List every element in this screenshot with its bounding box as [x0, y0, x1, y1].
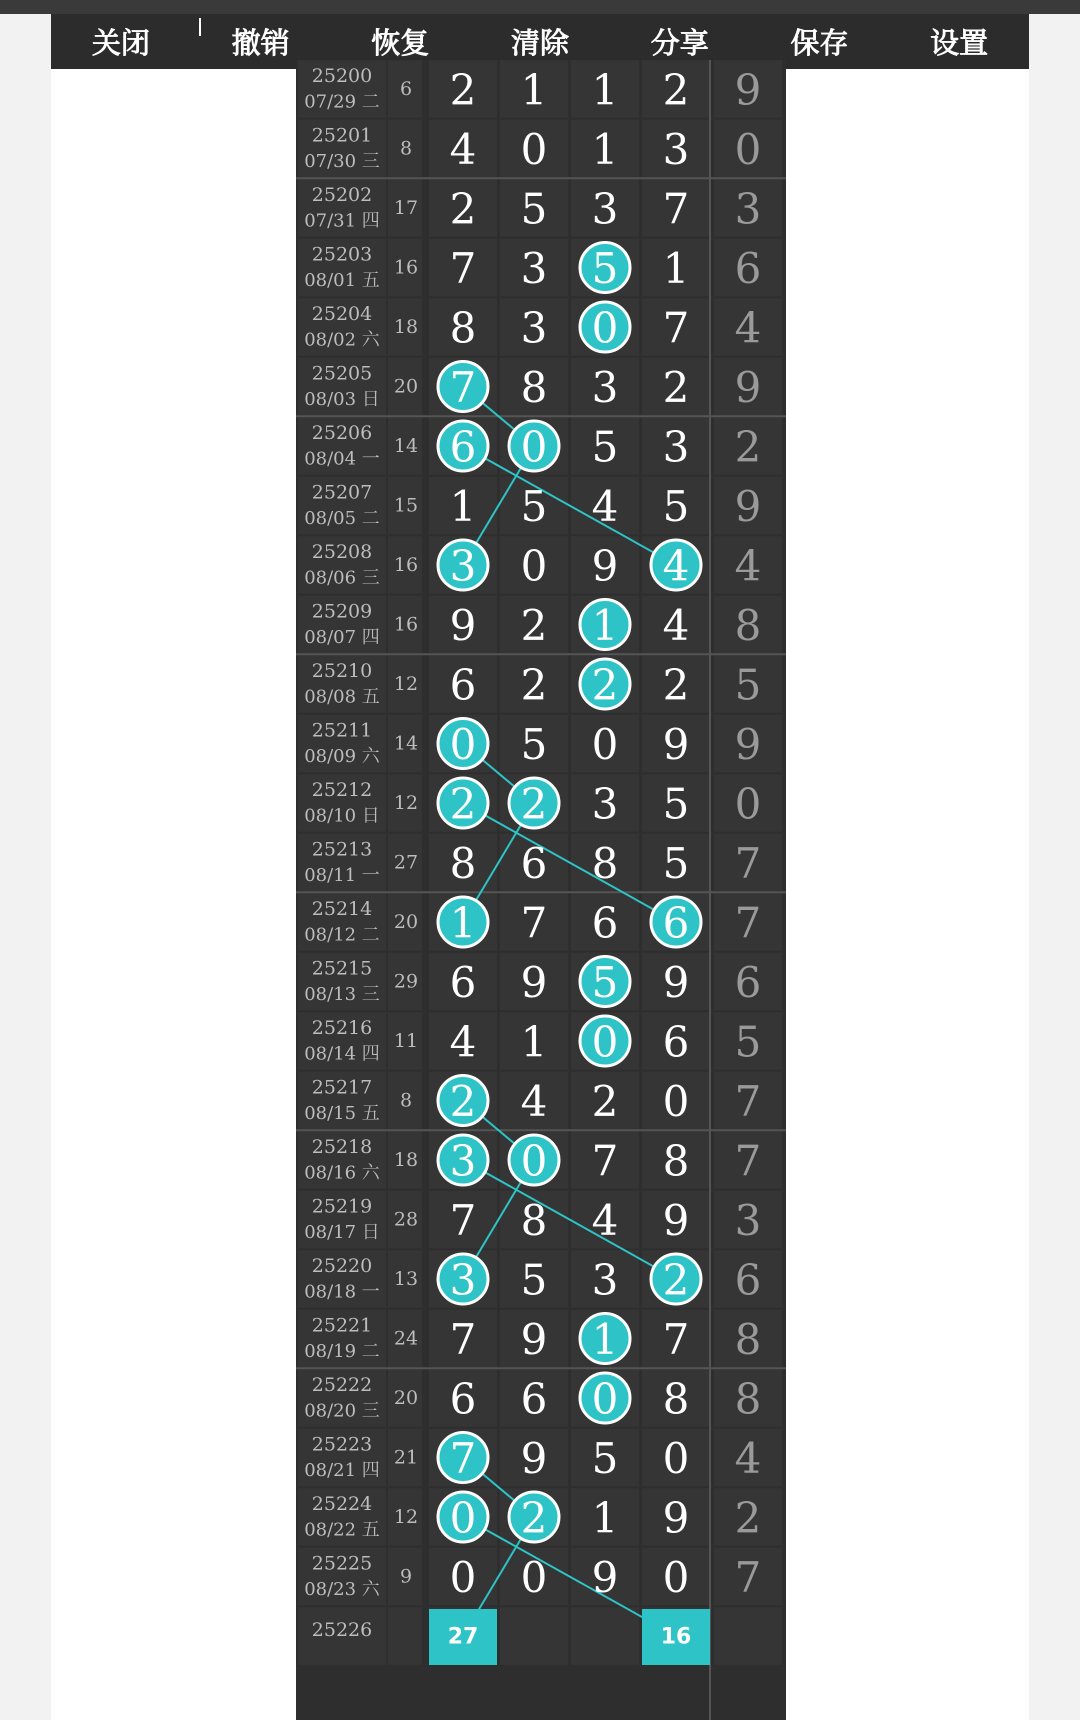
digit-value: 1	[591, 125, 619, 174]
digit-value: 1	[449, 482, 477, 531]
digit-value: 2	[591, 660, 619, 710]
digit-value: 3	[591, 779, 619, 829]
sum-value: 13	[393, 1268, 419, 1290]
digit-value: 1	[591, 1315, 619, 1364]
save-button[interactable]: 保存	[790, 26, 849, 60]
digit-value: 2	[520, 1493, 548, 1543]
sum-value: 16	[393, 554, 419, 576]
trend-chart-svg[interactable]	[296, 60, 786, 1720]
extra-digit: 6	[734, 244, 762, 293]
digit-value: 7	[662, 1315, 690, 1364]
digit-value: 5	[520, 1255, 548, 1305]
digit-value: 9	[662, 720, 690, 769]
issue-date: 08/22 五	[304, 1519, 380, 1541]
digit-value: 3	[449, 1255, 477, 1305]
digit-value: 5	[662, 779, 690, 829]
digit-value: 9	[591, 541, 619, 591]
digit-value: 9	[520, 1434, 548, 1483]
digit-value: 7	[449, 1434, 477, 1483]
issue-date: 08/06 三	[304, 567, 380, 589]
extra-digit: 3	[734, 1196, 762, 1245]
issue-date: 08/20 三	[304, 1400, 380, 1422]
issue-date: 08/14 四	[304, 1043, 380, 1065]
digit-value: 6	[591, 898, 619, 948]
digit-value: 2	[449, 779, 477, 829]
sum-value: 14	[393, 435, 419, 457]
close-button[interactable]: 关闭	[91, 26, 150, 60]
digit-value: 0	[449, 720, 477, 769]
settings-button[interactable]: 设置	[930, 26, 989, 60]
extra-digit: 7	[734, 898, 762, 948]
extra-digit: 7	[734, 1553, 762, 1602]
issue-date: 07/30 三	[304, 151, 380, 172]
digit-value: 9	[449, 601, 477, 650]
issue-date: 08/23 六	[304, 1579, 380, 1600]
sum-value: 21	[393, 1446, 419, 1469]
digit-value: 0	[520, 125, 548, 174]
digit-value: 5	[662, 839, 690, 888]
digit-value: 2	[591, 1077, 619, 1126]
issue-number: 25219	[311, 1195, 373, 1218]
digit-value: 5	[520, 720, 548, 769]
sum-value: 18	[393, 316, 419, 338]
digit-value: 0	[662, 1077, 690, 1126]
extra-digit: 3	[734, 184, 762, 234]
digit-value: 1	[449, 898, 477, 948]
digit-value: 2	[520, 779, 548, 829]
sum-value: 20	[393, 911, 419, 933]
footer-issue-number: 25226	[311, 1619, 373, 1641]
issue-number: 25218	[311, 1136, 373, 1158]
digit-value: 6	[449, 422, 477, 472]
digit-value: 0	[591, 303, 619, 353]
digit-value: 1	[520, 1017, 548, 1067]
issue-date: 08/03 日	[304, 389, 380, 410]
extra-digit: 9	[734, 65, 762, 115]
digit-value: 7	[449, 244, 477, 293]
digit-value: 4	[591, 482, 619, 531]
issue-date: 08/07 四	[304, 627, 380, 648]
digit-value: 6	[449, 660, 477, 710]
issue-date: 08/13 三	[304, 984, 380, 1005]
digit-value: 2	[449, 1077, 477, 1126]
digit-value: 9	[662, 1196, 690, 1245]
status-bar	[0, 0, 1080, 14]
issue-date: 08/19 二	[304, 1341, 380, 1362]
digit-value: 2	[449, 184, 477, 234]
digit-value: 5	[591, 958, 619, 1007]
digit-value: 7	[591, 1136, 619, 1186]
digit-value: 0	[520, 422, 548, 472]
issue-date: 08/01 五	[304, 270, 380, 291]
sum-value: 11	[393, 1030, 419, 1052]
issue-date: 08/11 一	[304, 865, 380, 886]
issue-date: 08/15 五	[304, 1103, 380, 1124]
digit-value: 2	[520, 601, 548, 650]
extra-digit: 8	[734, 601, 762, 650]
issue-date: 08/05 二	[304, 508, 380, 529]
digit-value: 5	[520, 184, 548, 234]
issue-number: 25213	[311, 838, 373, 861]
issue-number: 25208	[311, 541, 373, 563]
issue-date: 08/08 五	[304, 686, 380, 708]
digit-value: 8	[662, 1136, 690, 1186]
extra-digit: 7	[734, 1077, 762, 1126]
issue-date: 08/09 六	[304, 746, 380, 767]
issue-date: 07/31 四	[304, 210, 380, 232]
extra-digit: 8	[734, 1315, 762, 1364]
sum-cell	[388, 1607, 422, 1665]
digit-value: 4	[449, 125, 477, 174]
digit-value: 0	[662, 1434, 690, 1483]
digit-value: 0	[520, 541, 548, 591]
sum-value: 20	[393, 1387, 419, 1409]
redo-button[interactable]: 恢复	[371, 26, 430, 60]
sum-value: 24	[393, 1327, 419, 1350]
sum-value: 12	[393, 1506, 419, 1528]
extra-digit: 8	[734, 1374, 762, 1424]
sum-value: 8	[399, 137, 413, 160]
issue-date: 08/18 一	[304, 1281, 380, 1303]
extra-digit: 2	[734, 1493, 762, 1543]
digit-value: 0	[591, 1374, 619, 1424]
extra-digit: 5	[734, 660, 762, 710]
digit-value: 6	[662, 898, 690, 948]
digit-value: 9	[662, 1493, 690, 1543]
sum-value: 15	[393, 494, 419, 517]
trend-chart[interactable]	[296, 60, 786, 1720]
issue-number: 25220	[311, 1255, 373, 1277]
issue-date: 08/17 日	[304, 1222, 380, 1243]
digit-value: 6	[662, 1017, 690, 1067]
extra-digit: 4	[734, 541, 762, 591]
issue-date: 08/10 日	[304, 805, 380, 827]
digit-value: 4	[662, 601, 690, 650]
issue-number: 25214	[311, 898, 373, 920]
extra-digit: 6	[734, 1255, 762, 1305]
issue-number: 25204	[311, 303, 373, 325]
toolbar-separator	[199, 18, 201, 36]
issue-number: 25216	[311, 1017, 373, 1039]
digit-value: 7	[520, 898, 548, 948]
issue-number: 25206	[311, 422, 373, 444]
digit-value: 3	[662, 125, 690, 174]
sum-value: 18	[393, 1149, 419, 1171]
digit-value: 8	[449, 303, 477, 353]
digit-value: 5	[591, 244, 619, 293]
issue-date: 08/16 六	[304, 1162, 380, 1184]
digit-value: 3	[662, 422, 690, 472]
digit-value: 9	[520, 958, 548, 1007]
digit-value: 6	[449, 958, 477, 1007]
issue-number: 25221	[311, 1314, 373, 1337]
issue-number: 25210	[311, 660, 373, 682]
digit-value: 6	[520, 1374, 548, 1424]
digit-value: 9	[662, 958, 690, 1007]
digit-value: 0	[520, 1553, 548, 1602]
issue-number: 25225	[311, 1552, 373, 1575]
issue-number: 25211	[311, 719, 373, 742]
digit-value: 7	[449, 1196, 477, 1245]
digit-value: 9	[591, 1553, 619, 1602]
col0-count-value: 27	[447, 1624, 479, 1650]
digit-value: 0	[591, 1017, 619, 1067]
digit-value: 7	[662, 184, 690, 234]
digit-value: 1	[591, 1493, 619, 1543]
undo-button[interactable]: 撤销	[231, 26, 290, 60]
issue-number: 25209	[311, 600, 373, 623]
digit-value: 6	[449, 1374, 477, 1424]
digit-value: 0	[591, 720, 619, 769]
digit-value: 0	[449, 1553, 477, 1602]
extra-digit: 4	[734, 1434, 762, 1483]
digit-value: 2	[662, 65, 690, 115]
digit-value: 7	[662, 303, 690, 353]
sum-value: 20	[393, 375, 419, 398]
extra-digit: 7	[734, 839, 762, 888]
digit-value: 6	[520, 839, 548, 888]
sum-value: 16	[393, 613, 419, 636]
sum-value: 12	[393, 792, 419, 814]
issue-date: 08/02 六	[304, 329, 380, 351]
digit-value: 3	[449, 541, 477, 591]
digit-value: 1	[591, 65, 619, 115]
extra-cell	[714, 1607, 782, 1665]
issue-number: 25215	[311, 957, 373, 980]
issue-number: 25205	[311, 362, 373, 385]
digit-value: 7	[449, 1315, 477, 1364]
digit-value: 8	[520, 1196, 548, 1245]
digit-value: 3	[591, 363, 619, 412]
digit-value: 2	[449, 65, 477, 115]
sum-value: 8	[399, 1089, 413, 1112]
digit-value: 4	[449, 1017, 477, 1067]
digit-value: 5	[520, 482, 548, 531]
issue-number: 25212	[311, 779, 373, 801]
digit-value: 3	[520, 303, 548, 353]
digit-value: 5	[591, 422, 619, 472]
digit-value: 2	[662, 1255, 690, 1305]
digit-value: 1	[662, 244, 690, 293]
digit-value: 5	[662, 482, 690, 531]
sum-value: 14	[393, 732, 419, 755]
sum-value: 29	[393, 970, 419, 993]
digit-value: 3	[449, 1136, 477, 1186]
issue-number: 25222	[311, 1374, 373, 1396]
issue-number: 25202	[311, 184, 373, 206]
issue-date: 07/29 二	[304, 91, 380, 113]
sum-value: 27	[393, 851, 419, 874]
issue-date: 08/21 四	[304, 1460, 380, 1481]
digit-value: 3	[591, 184, 619, 234]
digit-value: 4	[662, 541, 690, 591]
extra-digit: 4	[734, 303, 762, 353]
extra-digit: 0	[734, 125, 762, 174]
clear-button[interactable]: 清除	[511, 26, 570, 60]
sum-value: 28	[393, 1208, 419, 1231]
digit-cell[interactable]	[571, 1607, 639, 1665]
extra-digit: 0	[734, 779, 762, 829]
digit-value: 8	[662, 1374, 690, 1424]
col3-count-value: 16	[660, 1624, 692, 1650]
sum-value: 6	[399, 78, 413, 100]
issue-date: 08/04 一	[304, 448, 380, 470]
sum-value: 12	[393, 673, 419, 695]
digit-value: 0	[449, 1493, 477, 1543]
sum-value: 9	[399, 1565, 413, 1588]
extra-digit: 9	[734, 363, 762, 412]
issue-number: 25200	[311, 65, 373, 87]
digit-value: 4	[520, 1077, 548, 1126]
extra-digit: 5	[734, 1017, 762, 1067]
digit-value: 3	[591, 1255, 619, 1305]
digit-value: 2	[520, 660, 548, 710]
digit-value: 2	[662, 363, 690, 412]
digit-value: 0	[662, 1553, 690, 1602]
issue-number: 25201	[311, 124, 373, 147]
digit-value: 3	[520, 244, 548, 293]
issue-date: 08/12 二	[304, 924, 380, 946]
issue-number: 25207	[311, 481, 373, 504]
sum-value: 17	[393, 197, 419, 219]
share-button[interactable]: 分享	[650, 26, 709, 60]
extra-digit: 2	[734, 422, 762, 472]
extra-digit: 6	[734, 958, 762, 1007]
digit-value: 0	[520, 1136, 548, 1186]
issue-number: 25223	[311, 1433, 373, 1456]
digit-value: 4	[591, 1196, 619, 1245]
sum-value: 16	[393, 256, 419, 279]
digit-value: 1	[520, 65, 548, 115]
issue-number: 25203	[311, 243, 373, 266]
digit-value: 2	[662, 660, 690, 710]
digit-value: 1	[591, 601, 619, 650]
extra-digit: 9	[734, 720, 762, 769]
extra-digit: 9	[734, 482, 762, 531]
digit-value: 8	[591, 839, 619, 888]
digit-value: 8	[520, 363, 548, 412]
digit-value: 7	[449, 363, 477, 412]
digit-value: 8	[449, 839, 477, 888]
digit-value: 9	[520, 1315, 548, 1364]
digit-value: 5	[591, 1434, 619, 1483]
digit-cell[interactable]	[500, 1607, 568, 1665]
issue-number: 25217	[311, 1076, 373, 1099]
issue-number: 25224	[311, 1493, 373, 1515]
extra-digit: 7	[734, 1136, 762, 1186]
